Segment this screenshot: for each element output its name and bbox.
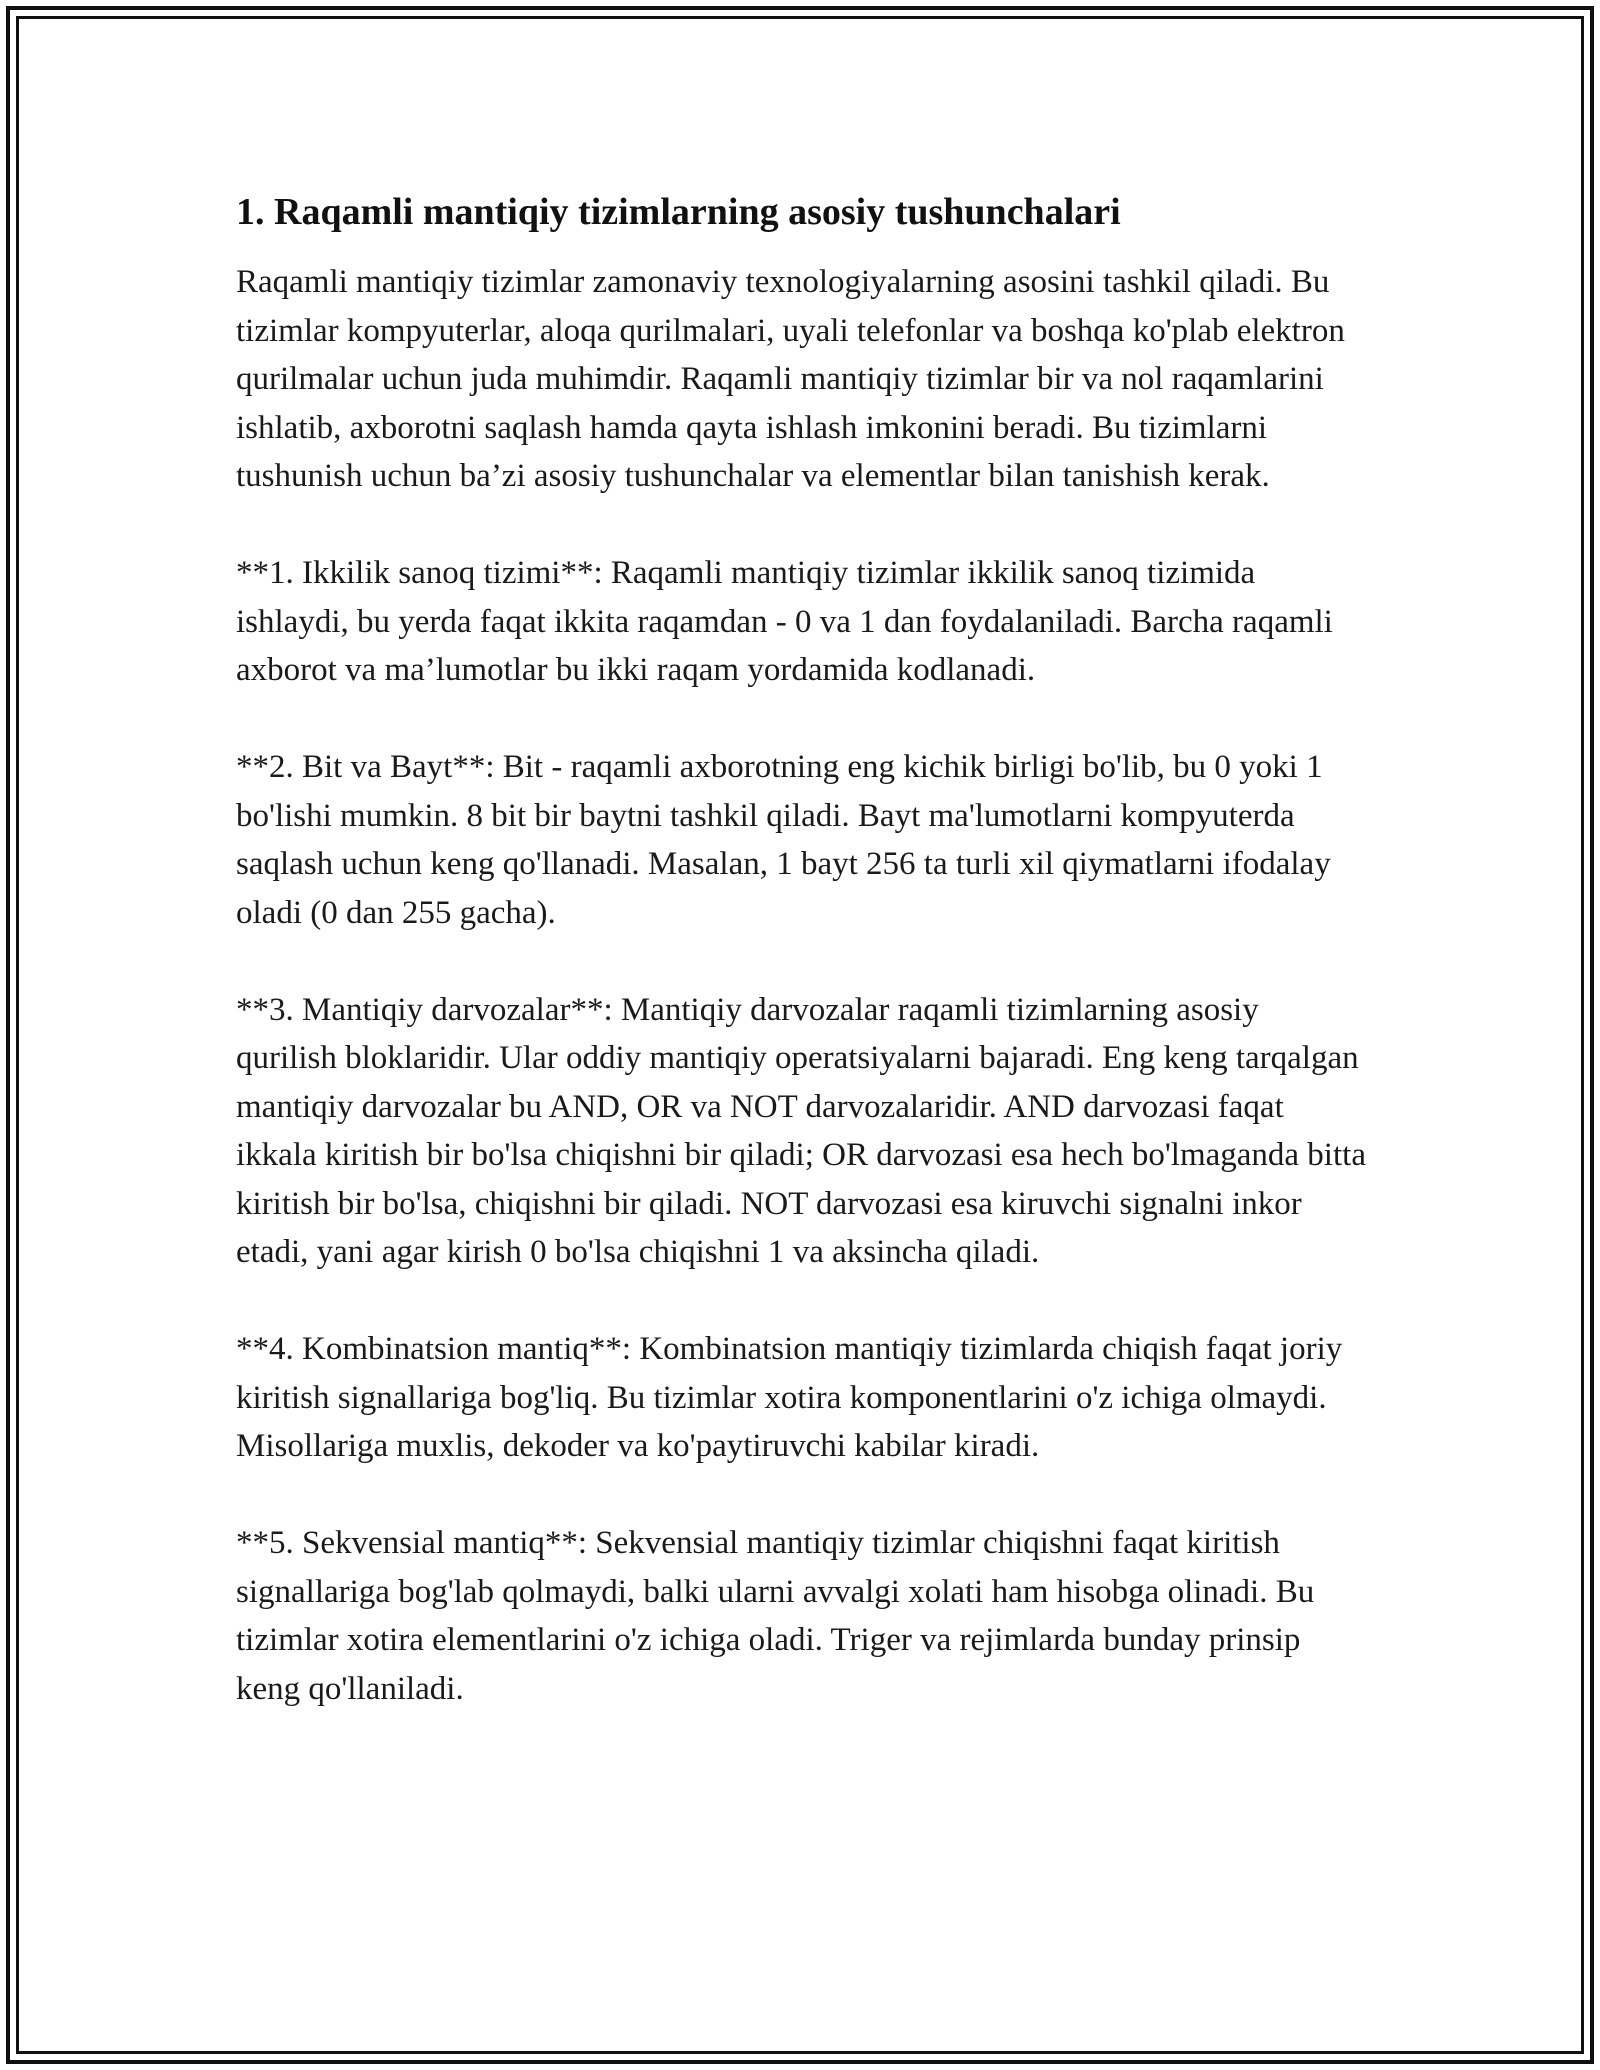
intro-paragraph: Raqamli mantiqiy tizimlar zamonaviy texnologiyalarning asosini tashkil qiladi. Bu tizimlar kompyuterlar, aloqa qurilmalari, uyali telefonlar va boshqa ko'plab elektron qurilmalar uchun juda muhimdir. Raqamli mantiqiy tizimlar bir va nol raqamlarini ishlatib, axborotni saqlash hamda qayta ishlash imkonini beradi. Bu tizimlarni tushunish uchun ba’zi asosiy tushunchalar va elementlar bilan tanishish kerak. [236,264,1345,494]
paragraph-sequential-logic: **5. Sekvensial mantiq**: Sekvensial mantiqiy tizimlar chiqishni faqat kiritish signallariga bog'lab qolmaydi, balki ularni avvalgi xolati ham hisobga olinadi. Bu tizimlar xotira elementlarini o'z ichiga oladi. Triger va rejimlarda bunday prinsip keng qo'llaniladi. [236,1525,1315,1707]
paragraph-logic-gates: **3. Mantiqiy darvozalar**: Mantiqiy darvozalar raqamli tizimlarning asosiy qurilish bloklaridir. Ular oddiy mantiqiy operatsiyalarni bajaradi. Eng keng tarqalgan mantiqiy darvozalar bu AND, OR va NOT darvozalaridir. AND darvozasi faqat ikkala kiritish bir bo'lsa chiqishni bir qiladi; OR darvozasi esa hech bo'lmaganda bitta kiritish bir bo'lsa, chiqishni bir qiladi. NOT darvozasi esa kiruvchi signalni inkor etadi, yani agar kirish 0 bo'lsa chiqishni 1 va aksincha qiladi. [236,991,1366,1270]
paragraph-bit-byte: **2. Bit va Bayt**: Bit - raqamli axborotning eng kichik birligi bo'lib, bu 0 yoki 1 bo'lishi mumkin. 8 bit bir baytni tashkil qiladi. Bayt ma'lumotlarni kompyuterda saqlash uchun keng qo'llanadi. Masalan, 1 bayt 256 ta turli xil qiymatlarni ifodalay oladi (0 dan 255 gacha). [236,749,1331,931]
document-body [236,186,1366,1713]
paragraph-combinational-logic: **4. Kombinatsion mantiq**: Kombinatsion mantiqiy tizimlarda chiqish faqat joriy kiritish signallariga bog'liq. Bu tizimlar xotira komponentlarini o'z ichiga olmaydi. Misollariga muxlis, dekoder va ko'paytiruvchi kabilar kiradi. [236,1331,1343,1464]
paragraph-binary-system: **1. Ikkilik sanoq tizimi**: Raqamli mantiqiy tizimlar ikkilik sanoq tizimida ishlaydi, bu yerda faqat ikkita raqamdan - 0 va 1 dan foydalaniladi. Barcha raqamli axborot va ma’lumotlar bu ikki raqam yordamida kodlanadi. [236,555,1333,688]
section-heading: 1. Raqamli mantiqiy tizimlarning asosiy tushunchalari [236,191,1121,233]
